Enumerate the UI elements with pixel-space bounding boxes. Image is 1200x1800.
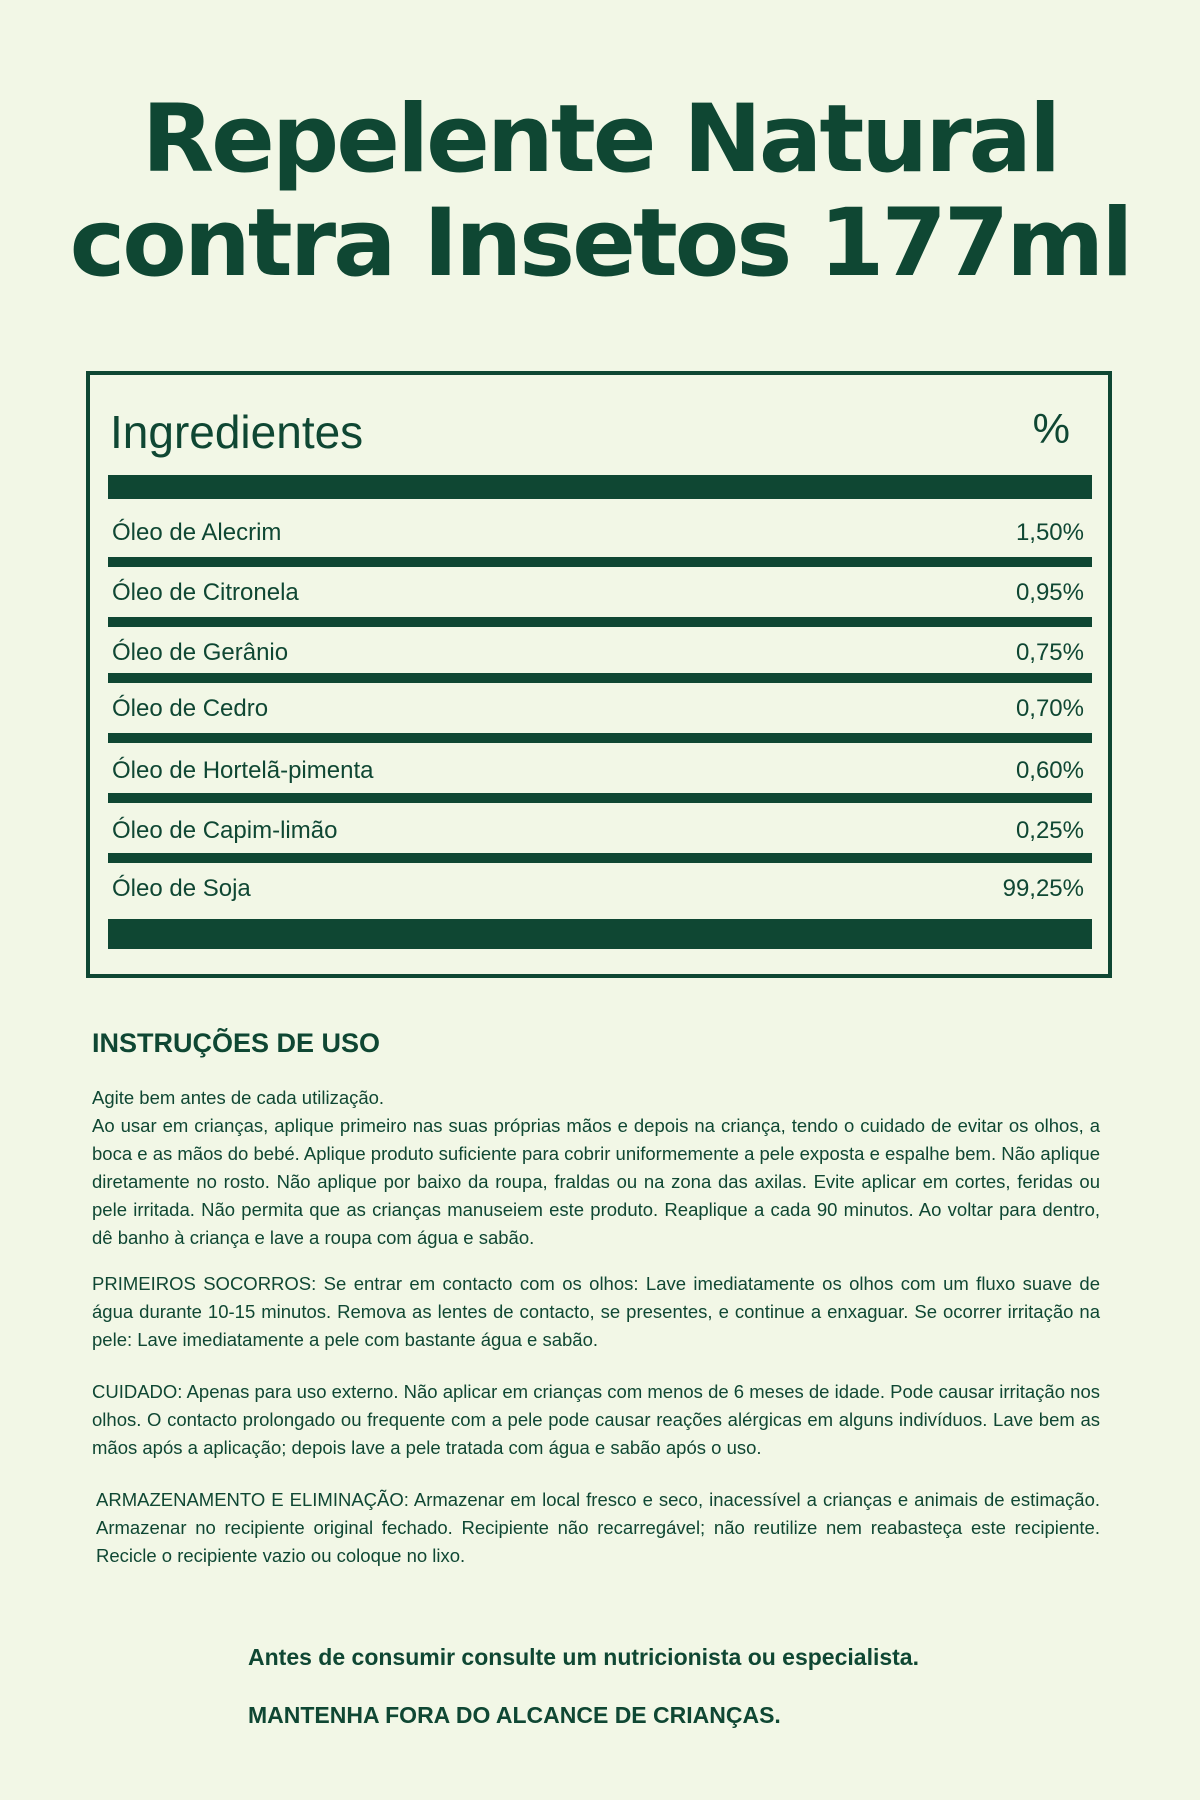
ingredient-row: [108, 869, 1092, 909]
usage-instructions: Ao usar em crianças, aplique primeiro nas suas próprias mãos e depois na criança, tendo o cuidado de evitar os olhos, a boca e as mãos do bebé. Aplique produto suficiente para cobrir uniformemente a pele exposta e espalhe bem. Não aplique diretamente no rosto. Não aplique por baixo da roupa, fraldas ou na zona das axilas. Evite aplicar em cortes, feridas ou pele irritada. Não permita que as crianças manuseiem este produto. Reaplique a cada 90 minutos. Ao voltar para dentro, dê banho à criança e lave a roupa com água e sabão.: [92, 1115, 1100, 1248]
first-aid-instructions: PRIMEIROS SOCORROS: Se entrar em contacto com os olhos: Lave imediatamente os olhos com um fluxo suave de água durante 10-15 minutos. Remova as lentes de contacto, se presentes, e continue a enxaguar. Se ocorrer irritação na pele: Lave imediatamente a pele com bastante água e sabão.: [92, 1273, 1100, 1350]
ingredient-row: [108, 633, 1092, 673]
consult-notice: Antes de consumir consulte um nutricionista ou especialista.: [248, 1644, 919, 1670]
row-divider: [108, 733, 1092, 743]
ingredients-table: [86, 371, 1112, 978]
storage-instructions: ARMAZENAMENTO E ELIMINAÇÃO: Armazenar em local fresco e seco, inacessível a crianças e animais de estimação. Armazenar no recipiente original fechado. Recipiente não recarregável; não reutilize nem reabasteça este recipiente. Recicle o recipiente vazio ou coloque no lixo.: [96, 1489, 1100, 1566]
ingredient-percent: 0,75%: [1015, 639, 1084, 666]
ingredients-heading: Ingredientes: [110, 406, 364, 458]
product-title-line-2: contra Insetos 177ml: [69, 189, 1131, 298]
ingredient-row: [108, 811, 1092, 851]
row-divider: [108, 617, 1092, 627]
ingredient-row: [108, 573, 1092, 613]
ingredient-percent: 0,95%: [1015, 579, 1084, 606]
ingredient-percent: 1,50%: [1015, 519, 1084, 546]
row-divider: [108, 673, 1092, 683]
product-title: [0, 85, 1200, 298]
row-divider: [108, 557, 1092, 567]
keep-away-warning: MANTENHA FORA DO ALCANCE DE CRIANÇAS.: [248, 1702, 781, 1728]
table-footer-bar: [108, 919, 1092, 949]
ingredient-name: Óleo de Soja: [112, 875, 251, 902]
ingredient-name: Óleo de Alecrim: [112, 519, 282, 546]
shake-instruction: Agite bem antes de cada utilização.: [92, 1087, 385, 1108]
ingredient-name: Óleo de Gerânio: [112, 639, 289, 666]
ingredient-name: Óleo de Hortelã-pimenta: [112, 757, 374, 784]
ingredient-percent: 0,60%: [1015, 757, 1084, 784]
ingredient-percent: 0,70%: [1015, 695, 1084, 722]
ingredient-row: [108, 689, 1092, 729]
ingredient-percent: 0,25%: [1015, 817, 1084, 844]
ingredient-row: [108, 751, 1092, 791]
table-header-bar: [108, 475, 1092, 499]
ingredient-row: [108, 513, 1092, 553]
ingredient-name: Óleo de Cedro: [112, 695, 269, 722]
product-title-line-1: Repelente Natural: [141, 85, 1059, 194]
row-divider: [108, 793, 1092, 803]
ingredient-name: Óleo de Citronela: [112, 579, 299, 606]
instructions-heading: INSTRUÇÕES DE USO: [92, 1028, 381, 1058]
ingredients-header: [108, 405, 1090, 461]
ingredient-name: Óleo de Capim-limão: [112, 817, 338, 844]
row-divider: [108, 853, 1092, 863]
ingredient-percent: 99,25%: [1002, 875, 1084, 902]
caution-instructions: CUIDADO: Apenas para uso externo. Não aplicar em crianças com menos de 6 meses de idade. Pode causar irritação nos olhos. O contacto prolongado ou frequente com a pele pode causar reações alérgicas em alguns indivíduos. Lave bem as mãos após a aplicação; depois lave a pele tratada com água e sabão após o uso.: [92, 1381, 1100, 1458]
percent-heading: %: [1032, 405, 1070, 452]
